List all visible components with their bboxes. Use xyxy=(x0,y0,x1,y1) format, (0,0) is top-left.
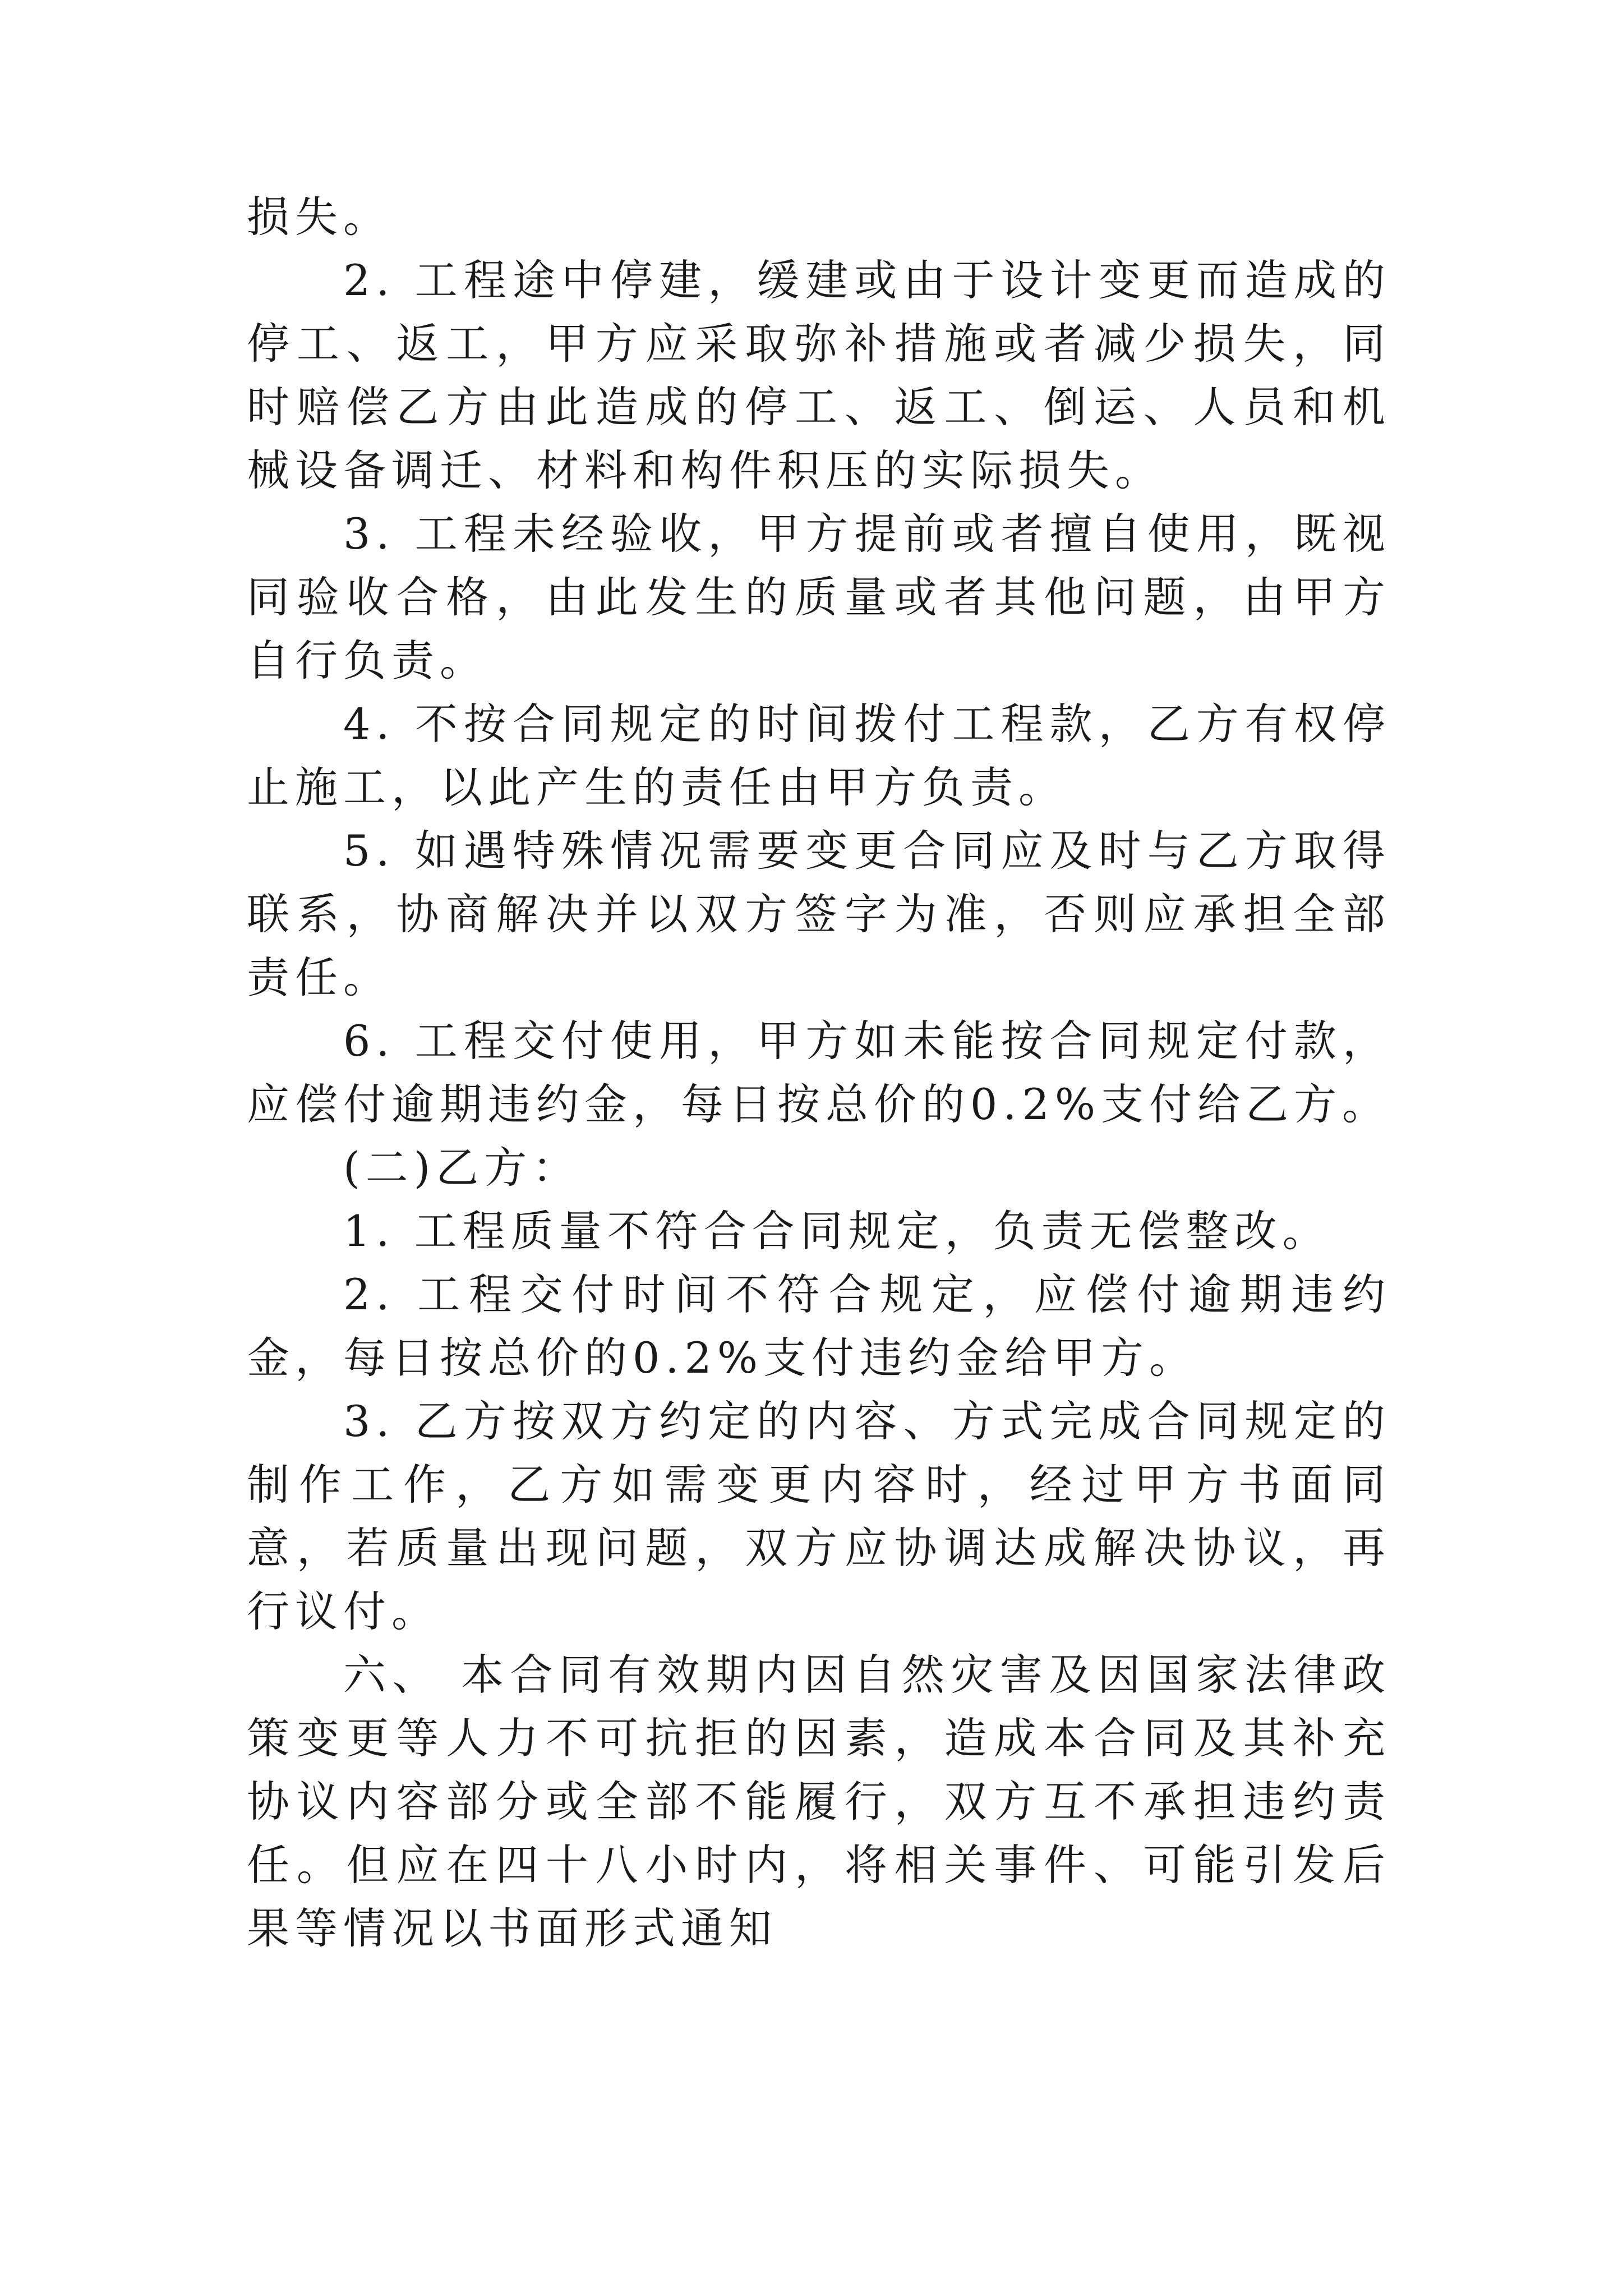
section-heading-party-b: (二)乙方： xyxy=(343,1143,581,1193)
paragraph-item-3: 3. 工程未经验收，甲方提前或者擅自使用，既视同验收合格，由此发生的质量或者其他问题，由甲方自行负责。 xyxy=(247,509,1391,685)
paragraph-article-six: 六、 本合同有效期内因自然灾害及因国家法律政策变更等人力不可抗拒的因素，造成本合同及其补充协议内容部分或全部不能履行，双方互不承担违约责任。但应在四十八小时内，将相关事件、可能引发后果等情况以书面形式通知 xyxy=(247,1650,1391,1953)
paragraph-party-b-item-2: 2. 工程交付时间不符合规定，应偿付逾期违约金，每日按总价的0.2%支付违约金给甲方。 xyxy=(247,1269,1391,1383)
paragraph-item-6: 6. 工程交付使用，甲方如未能按合同规定付款，应偿付逾期违约金，每日按总价的0.2%支付给乙方。 xyxy=(247,1016,1391,1129)
paragraph-continuation: 损失。 xyxy=(247,192,391,242)
contract-body xyxy=(247,185,1391,1960)
paragraph-party-b-item-3: 3. 乙方按双方约定的内容、方式完成合同规定的制作工作，乙方如需变更内容时，经过甲方书面同意，若质量出现问题，双方应协调达成解决协议，再行议付。 xyxy=(247,1396,1391,1636)
paragraph-item-2: 2. 工程途中停建，缓建或由于设计变更而造成的停工、返工，甲方应采取弥补措施或者减少损失，同时赔偿乙方由此造成的停工、返工、倒运、人员和机械设备调迁、材料和构件积压的实际损失。 xyxy=(247,255,1391,495)
paragraph-party-b-item-1: 1. 工程质量不符合合同规定，负责无偿整改。 xyxy=(343,1206,1331,1256)
paragraph-item-5: 5. 如遇特殊情况需要变更合同应及时与乙方取得联系，协商解决并以双方签字为准，否则应承担全部责任。 xyxy=(247,826,1391,1002)
paragraph-item-4: 4. 不按合同规定的时间拨付工程款，乙方有权停止施工，以此产生的责任由甲方负责。 xyxy=(247,699,1391,812)
